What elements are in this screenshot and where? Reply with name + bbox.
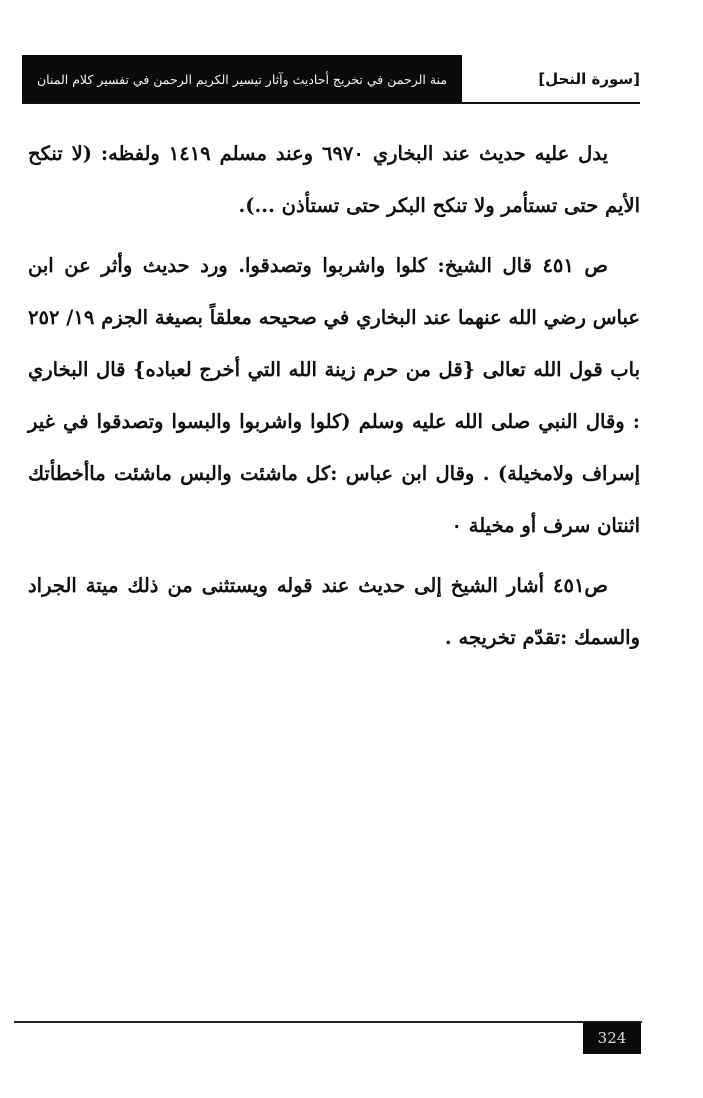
page-body (28, 128, 640, 672)
paragraph-2: ص ٤٥١ قال الشيخ: كلوا واشربوا وتصدقوا. ورد حديث وأثر عن ابن عباس رضي الله عنهما عند البخاري في صحيحه معلقاً بصيغة الجزم ١٩/ ٢٥٢ باب قول الله تعالى {قل من حرم زينة الله التي أخرج لعباده} قال البخاري : وقال النبي صلى الله عليه وسلم (كلوا واشربوا والبسوا وتصدقوا في غير إسراف ولامخيلة) . وقال ابن عباس :كل ماشئت والبس ماشئت ماأخطأتك اثنتان سرف أو مخيلة ٠ (28, 254, 640, 537)
paragraph-3: ص٤٥١ أشار الشيخ إلى حديث عند قوله ويستثنى من ذلك ميتة الجراد والسمك :تقدّم تخريجه . (28, 574, 640, 649)
running-header (22, 55, 640, 103)
header-divider (22, 102, 640, 104)
book-title: منة الرحمن في تخريج أحاديث وآثار تيسير الكريم الرحمن في تفسير كلام المنان (36, 71, 448, 87)
footer-divider (14, 1021, 642, 1023)
page-number: 324 (583, 1022, 641, 1054)
book-title-banner (22, 55, 462, 103)
paragraph-1: يدل عليه حديث عند البخاري ٦٩٧٠ وعند مسلم ١٤١٩ ولفظه: (لا تنكح الأيم حتى تستأمر ولا تنكح البكر حتى تستأذن ...). (28, 142, 640, 217)
surah-label: [سورة النحل] (538, 70, 640, 88)
